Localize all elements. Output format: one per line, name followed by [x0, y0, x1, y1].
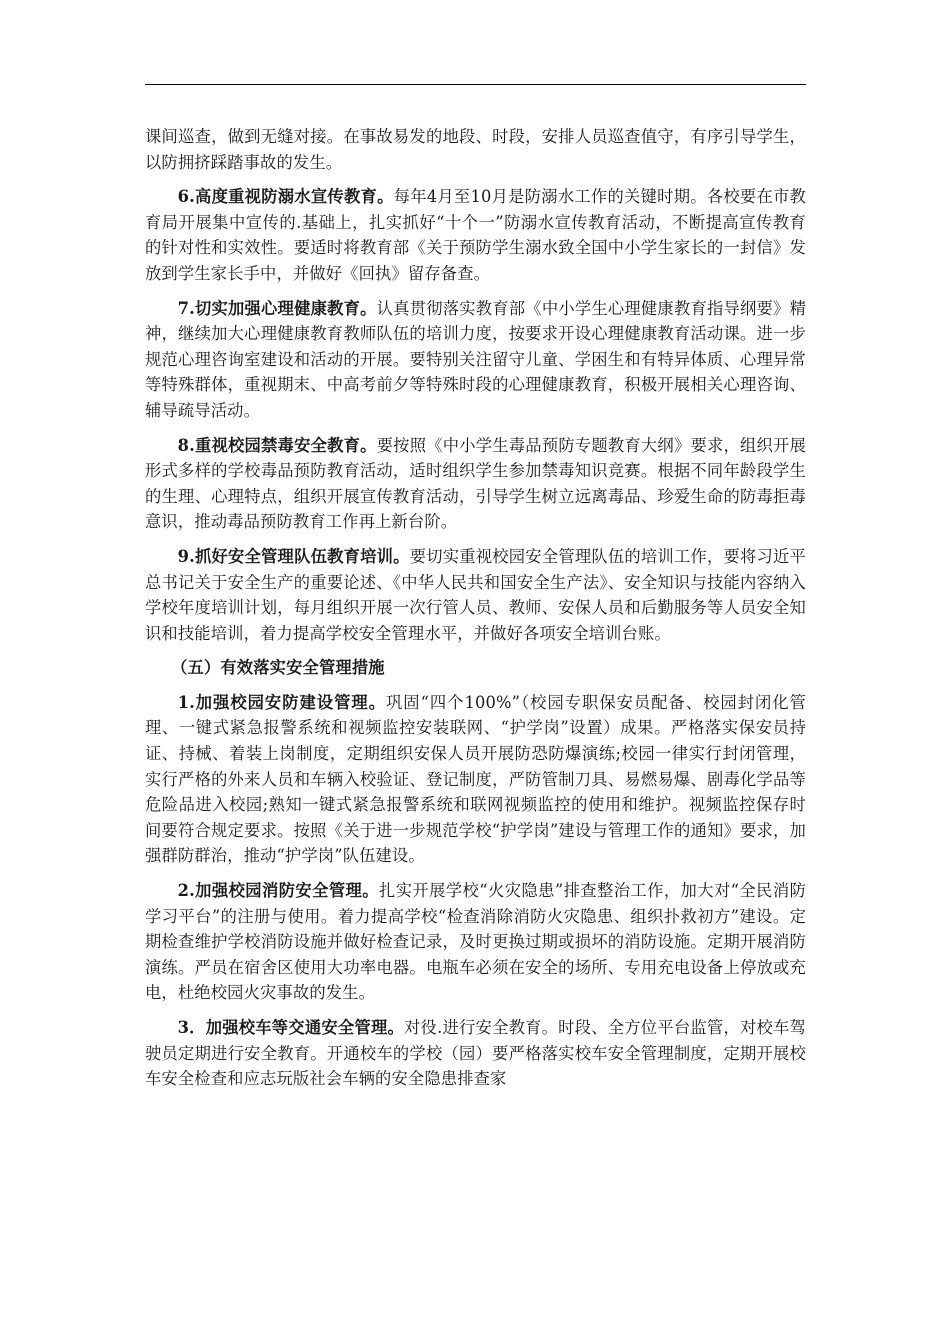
paragraph-heading: 9.抓好安全管理队伍教育培训。 — [177, 546, 410, 566]
paragraph-text: 认真贯彻落实教育部《中小学生心理健康教育指导纲要》精神，继续加大心理健康教育教师队伍的培训力度，按要求开设心理健康教育活动课。进一步规范心理咨询室建设和活动的开展。要特别关注留守儿童、学困生和有特异体质、心理异常等特殊群体，重视期末、中高考前夕等特殊时段的心理健康教育，积极开展相关心理咨询、辅导疏导活动。 — [145, 298, 806, 420]
paragraph-text: 课间巡查，做到无缝对接。在事故易发的地段、时段，安排人员巡查值守，有序引导学生，以防拥挤踩踏事故的发生。 — [145, 127, 806, 172]
paragraph-text: 要切实重视校园安全管理队伍的培训工作，要将习近平总书记关于安全生产的重要论述、《中华人民共和国安全生产法》、安全知识与技能内容纳入学校年度培训计划，每月组织开展一次行管人员、教师、安保人员和后勤服务等人员安全知识和技能培训，着力提高学校安全管理水平，并做好各项安全培训台账。 — [145, 546, 806, 643]
paragraph-heading: 6.高度重视防溺水宣传教育。 — [177, 187, 394, 207]
paragraph-anti-drug — [145, 433, 806, 535]
paragraph-heading: 3．加强校车等交通安全管理。 — [177, 1018, 405, 1037]
section-title: （五）有效落实安全管理措施 — [171, 658, 385, 678]
paragraph-heading: 7.切实加强心理健康教育。 — [177, 298, 377, 318]
paragraph-mental-health — [145, 296, 806, 424]
paragraph-text: 每年4月至10月是防溺水工作的关键时期。各校要在市教育局开展集中宣传的.基础上，扎实抓好“十个一”防溺水宣传教育活动，不断提高宣传教育的针对性和实效性。要适时将教育部《关于预防学生溺水致全国中小学生家长的一封信》发放到学生家长手中，并做好《回执》留存备查。 — [145, 187, 806, 283]
header-rule — [145, 84, 806, 85]
document-body — [145, 124, 806, 1101]
paragraph-fire-safety — [145, 878, 806, 1006]
paragraph-heading: 2.加强校园消防安全管理。 — [177, 881, 379, 901]
paragraph-heading: 8.重视校园禁毒安全教育。 — [177, 435, 377, 455]
paragraph-campus-security — [145, 690, 806, 869]
paragraph-heading: 1.加强校园安防建设管理。 — [177, 692, 386, 712]
paragraph-text: 对役.进行安全教育。时段、全方位平台监管，对校车驾驶员定期进行安全教育。开通校车的学校（园）要严格落实校车安全管理制度，定期开展校车安全检查和应志玩版社会车辆的安全隐患排查家 — [145, 1018, 806, 1089]
paragraph-drowning-prevention — [145, 184, 806, 286]
paragraph-text: 巩固“四个100%”（校园专职保安员配备、校园封闭化管理、一键式紧急报警系统和视频监控安装联网、“护学岗”设置）成果。严格落实保安员持证、持械、着装上岗制度，定期组织安保人员开展防恐防爆演练;校园一律实行封闭管理，实行严格的外来人员和车辆入校验证、登记制度，严防管制刀具、易燃易爆、剧毒化学品等危险品进入校园;熟知一键式紧急报警系统和联网视频监控的使用和维护。视频监控保存时间要符合规定要求。按照《关于进一步规范学校“护学岗”建设与管理工作的通知》要求，加强群防群治，推动“护学岗”队伍建设。 — [145, 692, 806, 866]
paragraph-text: 扎实开展学校“火灾隐患”排查整治工作，加大对“全民消防学习平台”的注册与使用。着力提高学校“检查消除消防火灾隐患、组织扑救初方”建设。定期检查维护学校消防设施并做好检查记录，及时更换过期或损坏的消防设施。定期开展消防演练。严员在宿舍区使用大功率电器。电瓶车必须在安全的场所、专用充电设备上停放或充电，杜绝校园火灾事故的发生。 — [145, 881, 806, 1003]
paragraph-text: 要按照《中小学生毒品预防专题教育大纲》要求，组织开展形式多样的学校毒品预防教育活动，适时组织学生参加禁毒知识竞赛。根据不同年龄段学生的生理、心理特点，组织开展宣传教育活动，引导学生树立远离毒品、珍爱生命的防毒拒毒意识，推动毒品预防教育工作再上新台阶。 — [145, 435, 806, 532]
paragraph-traffic-safety — [145, 1015, 806, 1092]
paragraph-staff-training — [145, 544, 806, 646]
paragraph-continuation — [145, 124, 806, 175]
